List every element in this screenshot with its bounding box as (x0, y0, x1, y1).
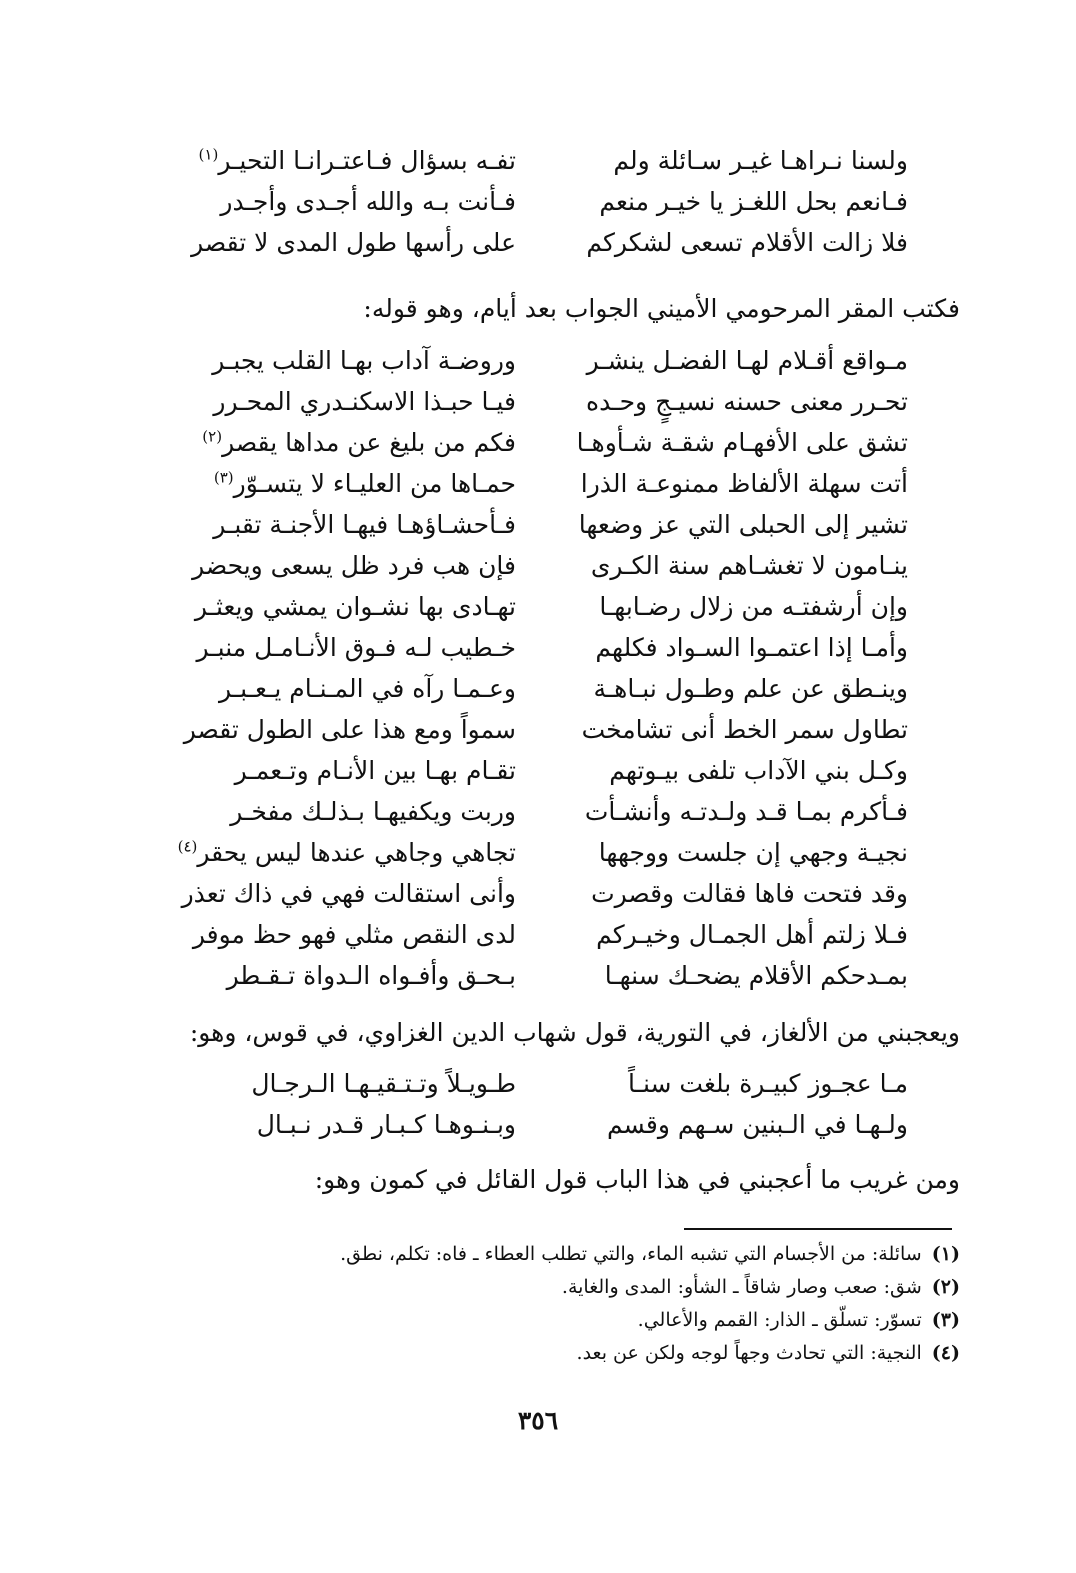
verse-line (176, 586, 908, 627)
verse-second-hemistich-text: تفـه بسؤال فـاعتـرانـا التحيـر (218, 146, 516, 175)
verse-line (176, 140, 908, 181)
verse-second-hemistich (176, 340, 516, 381)
verse-line (176, 832, 908, 873)
verse-first-hemistich: وإن أرشفتـه من زلال رضـابهـا (599, 592, 908, 621)
verse-first-hemistich: تحـرر معنى حسنه نسيـجٍ وحـده (586, 387, 908, 416)
verse-first-hemistich: وقد فتحت فاها فقالت وقصرت (591, 879, 908, 908)
verse-line (176, 914, 908, 955)
verse-first-hemistich: وينـطق عن علم وطـول نبـاهـة (593, 674, 908, 703)
verse-line (176, 422, 908, 463)
footnote-marker: (٤) (177, 837, 198, 856)
verse-second-hemistich (176, 627, 516, 668)
verse-line (176, 1104, 908, 1145)
verse-first-hemistich: بمـدحكم الأقلام يضحـك سنهـا (604, 961, 908, 990)
verse-second-hemistich-text: تقـام بهـا بين الأنـام وتـعمـر (234, 756, 516, 785)
verse-second-hemistich (176, 545, 516, 586)
verse-second-hemistich-text: بـحـق وأفـواه الـدواة تـقـطر (226, 961, 516, 990)
verse-first-hemistich: أتت سهلة الألفاظ ممنوعـة الذرا (580, 469, 908, 498)
verse-line (176, 709, 908, 750)
verse-second-hemistich-text: وروضـة آداب بهـا القلب يجبـر (212, 346, 516, 375)
verse-line (176, 545, 908, 586)
verse-first-hemistich: تطاول سمر الخط أنى تشامخت (581, 715, 908, 744)
verse-line (176, 181, 908, 222)
verse-second-hemistich (176, 873, 516, 914)
verse-second-hemistich (176, 750, 516, 791)
verse-first-hemistich: ولسنا نـراهـا غيـر سـائلة ولم (613, 146, 908, 175)
verse-second-hemistich-text: تجاهي وجاهي عندها ليس يحقر (197, 838, 516, 867)
verse-second-hemistich (176, 504, 516, 545)
verse-line (176, 627, 908, 668)
verse-first-hemistich: فـلا زلتم أهل الجمـال وخيـركم (596, 920, 908, 949)
footnote-item (300, 1337, 960, 1370)
intro-paragraph-2: ويعجبني من الألغاز، في التورية، قول شهاب الدين الغزاوي، في قوس، وهو: (189, 1018, 960, 1047)
verse-second-hemistich (176, 914, 516, 955)
footnote-marker: (٣) (213, 468, 234, 487)
intro-paragraph-3: ومن غريب ما أعجبني في هذا الباب قول القائل في كمون وهو: (314, 1165, 960, 1194)
verse-second-hemistich-text: حمـاها من العليـاء لا يتسـوّر (233, 469, 516, 498)
verse-first-hemistich: مـا عجـوز كبيـرة بلغت سنـاً (628, 1069, 908, 1098)
verse-second-hemistich-text: على رأسها طول المدى لا تقصر (191, 228, 516, 257)
verse-second-hemistich (176, 381, 516, 422)
footnote-text: النجية: التي تحادث وجهاً لوجه ولكن عن بعد. (576, 1342, 922, 1364)
verse-second-hemistich (176, 668, 516, 709)
verse-second-hemistich (176, 709, 516, 750)
verse-first-hemistich: تشير إلى الحبلى التي عز وضعها (578, 510, 908, 539)
verse-first-hemistich: تشق على الأفهـام شقـة شـأوهـا (576, 428, 908, 457)
footnote-marker: (١) (198, 145, 219, 164)
footnote-divider (684, 1228, 952, 1230)
verse-line (176, 668, 908, 709)
footnote-text: تسوّر: تسلّق ـ الذار: القمم والأعالي. (637, 1309, 922, 1331)
footnote-item (300, 1304, 960, 1337)
verse-second-hemistich-text: فـأنت بـه والله أجـدى وأجـدر (220, 187, 516, 216)
verse-line (176, 463, 908, 504)
verse-second-hemistich-text: تهـادى بها نشـوان يمشي ويعثـر (194, 592, 516, 621)
footnote-number: (٤) (931, 1342, 960, 1364)
verse-first-hemistich: وكـل بني الآداب تلفى بيـوتهم (609, 756, 908, 785)
intro-paragraph-1: فكتب المقر المرحومي الأميني الجواب بعد أيام، وهو قوله: (363, 294, 960, 323)
verse-second-hemistich-text: وبـنـوهـا كـبـار قـدر نـبـال (256, 1110, 516, 1139)
verse-second-hemistich-text: خـطيب لـه فـوق الأنـامـل منبـر (196, 633, 516, 662)
footnote-number: (١) (931, 1243, 960, 1265)
verse-line (176, 381, 908, 422)
footnote-text: سائلة: من الأجسام التي تشبه الماء، والتي تطلب العطاء ـ فاه: تكلم، نطق. (340, 1243, 922, 1265)
verse-first-hemistich: فلا زالت الأقلام تسعى لشكركم (586, 228, 908, 257)
poem-verses-3 (176, 1063, 908, 1145)
poem-verses-1 (176, 140, 908, 263)
verse-line (176, 222, 908, 263)
verse-line (176, 750, 908, 791)
footnote-marker: (٢) (202, 427, 223, 446)
verse-second-hemistich (176, 422, 516, 463)
verse-second-hemistich-text: وعـمـا رآه في المـنـام يـعـبـر (218, 674, 516, 703)
verse-first-hemistich: ولـهـا في الـبنين سـهم وقسم (606, 1110, 908, 1139)
verse-line (176, 340, 908, 381)
footnote-item (300, 1238, 960, 1271)
verse-second-hemistich (176, 140, 516, 181)
verse-first-hemistich: نجيـة وجهي إن جلست ووجهها (598, 838, 908, 867)
verse-second-hemistich-text: سمواً ومع هذا على الطول تقصر (183, 715, 516, 744)
verse-first-hemistich: ينـامون لا تغشـاهم سنة الكـرى (590, 551, 908, 580)
verse-second-hemistich-text: فـأحشـاؤهـا فيهـا الأجنـة تقبـر (213, 510, 516, 539)
verse-second-hemistich (176, 955, 516, 996)
page-number: ٣٥٦ (517, 1406, 559, 1435)
footnotes (300, 1238, 960, 1370)
verse-second-hemistich-text: طـويـلاً وتـتـقيـهـا الـرجـال (251, 1069, 516, 1098)
footnote-text: شق: صعب وصار شاقاً ـ الشأو: المدى والغاية. (561, 1276, 922, 1298)
verse-second-hemistich (176, 1063, 516, 1104)
verse-second-hemistich (176, 181, 516, 222)
verse-first-hemistich: مـواقع أقـلام لهـا الفضـل ينشـر (586, 346, 908, 375)
footnote-item (300, 1271, 960, 1304)
verse-second-hemistich-text: فكم من بليغ عن مداها يقصر (222, 428, 516, 457)
verse-second-hemistich (176, 463, 516, 504)
verse-first-hemistich: فـأكرم بمـا قـد ولـدتـه وأنشـأت (584, 797, 908, 826)
verse-first-hemistich: وأمـا إذا اعتمـوا السـواد فكلهم (595, 633, 908, 662)
verse-line (176, 873, 908, 914)
verse-second-hemistich (176, 222, 516, 263)
verse-second-hemistich-text: وربت ويكفيهـا بـذلـك مفخـر (230, 797, 516, 826)
verse-second-hemistich-text: فإن هب فرد ظل يسعى ويحضر (192, 551, 516, 580)
verse-second-hemistich-text: لدى النقص مثلي فهو حظ موفر (192, 920, 516, 949)
verse-second-hemistich-text: فيـا حبـذا الاسكنـدري المحـرر (213, 387, 516, 416)
verse-line (176, 504, 908, 545)
verse-line (176, 791, 908, 832)
verse-line (176, 955, 908, 996)
footnote-number: (٢) (931, 1276, 960, 1298)
verse-second-hemistich (176, 832, 516, 873)
verse-first-hemistich: فـانعم بحل اللغـز يا خيـر منعم (599, 187, 908, 216)
verse-line (176, 1063, 908, 1104)
verse-second-hemistich (176, 791, 516, 832)
footnote-number: (٣) (931, 1309, 960, 1331)
verse-second-hemistich (176, 1104, 516, 1145)
poem-verses-2 (176, 340, 908, 996)
verse-second-hemistich (176, 586, 516, 627)
verse-second-hemistich-text: وأنى استقالت فهي في ذاك تعذر (181, 879, 516, 908)
